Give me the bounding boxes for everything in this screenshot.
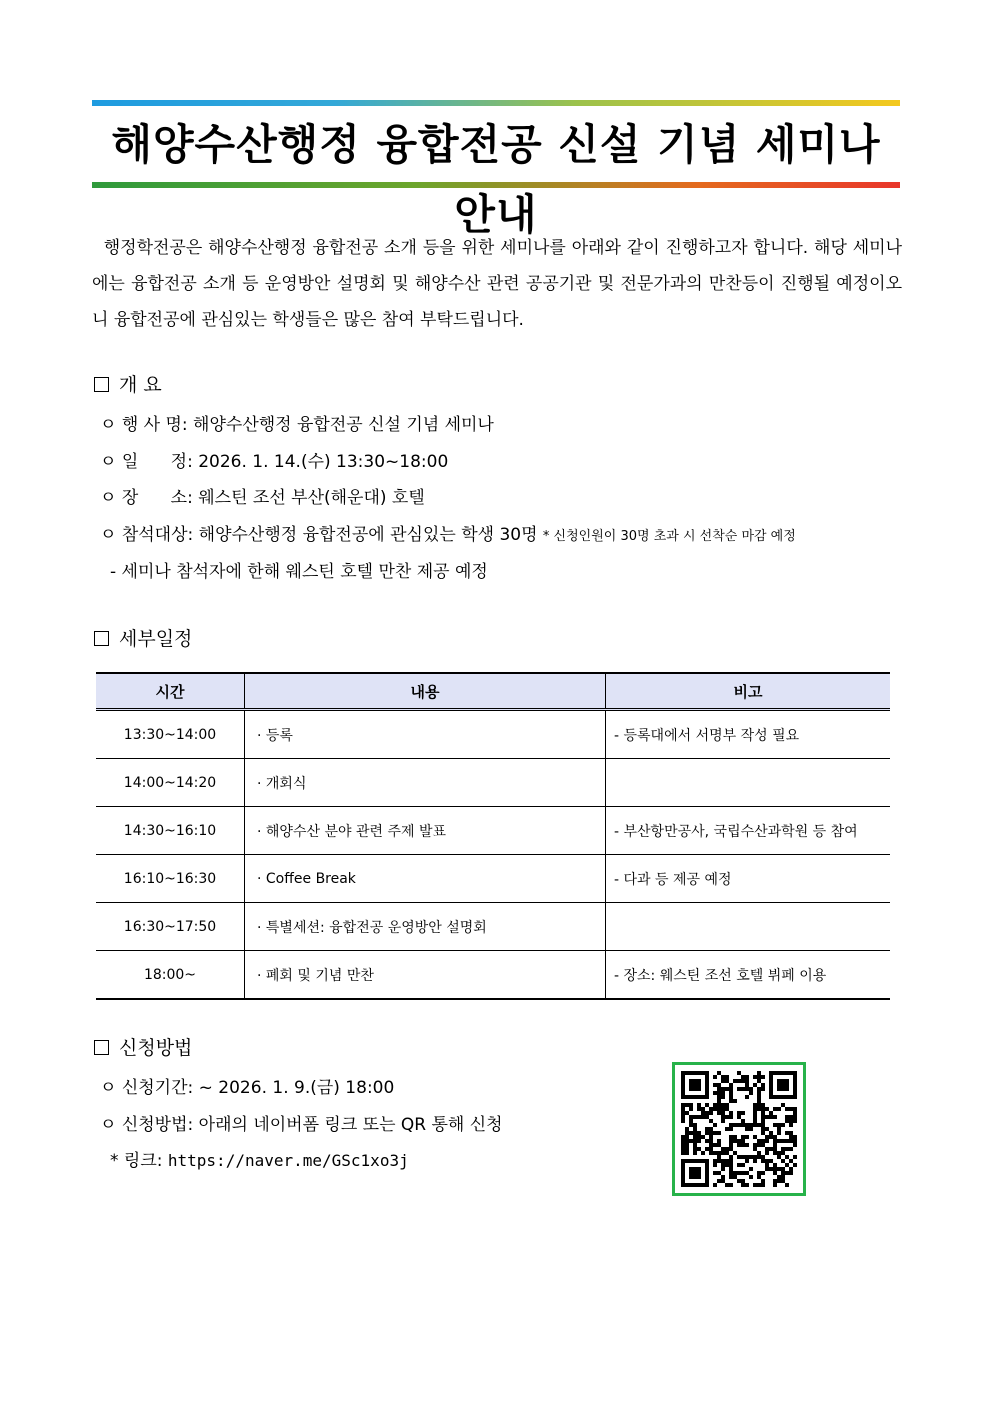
qr-code-icon — [681, 1071, 797, 1187]
overview-item-venue — [100, 486, 425, 510]
cell-content: · 등록 — [245, 710, 606, 759]
apply-link-url[interactable]: https://naver.me/GSc1xo3j — [167, 1151, 409, 1170]
table-row — [96, 710, 890, 759]
qr-code[interactable] — [672, 1062, 806, 1196]
cell-content: · 개회식 — [245, 759, 606, 807]
apply-method-label: ㅇ 신청방법: — [100, 1115, 194, 1135]
overview-item-note: * 신청인원이 30명 초과 시 선착순 마감 예정 — [542, 529, 796, 544]
intro-paragraph — [92, 230, 902, 338]
checkbox-square-icon — [94, 631, 109, 646]
section-apply-title: 신청방법 — [119, 1037, 193, 1059]
table-header-row — [96, 673, 890, 710]
checkbox-square-icon — [94, 377, 109, 392]
section-schedule-heading — [94, 626, 192, 652]
cell-time: 18:00~ — [96, 951, 245, 1000]
intro-text: 행정학전공은 해양수산행정 융합전공 소개 등을 위한 세미나를 아래와 같이 진행하고자 합니다. 해당 세미나에는 융합전공 소개 등 운영방안 설명회 및 해양수산 관련 공공기관 및 전문가과의 만찬등이 진행될 예정이오니 융합전공에 관심있는 학생들은 많은 참여 부탁드립니다. — [92, 238, 902, 330]
overview-item-event-name — [100, 413, 494, 437]
page-title: 해양수산행정 융합전공 신설 기념 세미나 안내 — [111, 120, 881, 239]
cell-time: 14:30~16:10 — [96, 807, 245, 855]
section-overview-heading — [94, 372, 162, 398]
section-overview-title: 개 요 — [119, 374, 162, 396]
cell-remark — [606, 759, 891, 807]
table-row — [96, 903, 890, 951]
overview-item-date — [100, 450, 448, 474]
column-header-content: 내용 — [245, 673, 606, 710]
table-row — [96, 807, 890, 855]
title-top-gradient-bar — [92, 100, 900, 106]
table-row — [96, 951, 890, 1000]
cell-content: · Coffee Break — [245, 855, 606, 903]
cell-remark: - 다과 등 제공 예정 — [606, 855, 891, 903]
table-row — [96, 759, 890, 807]
column-header-time: 시간 — [96, 673, 245, 710]
apply-link-label: * 링크: — [110, 1151, 163, 1171]
checkbox-square-icon — [94, 1040, 109, 1055]
overview-item-label: ㅇ 일 정: — [100, 452, 193, 472]
overview-item-value: 해양수산행정 융합전공에 관심있는 학생 30명 — [198, 525, 538, 545]
cell-content: · 해양수산 분야 관련 주제 발표 — [245, 807, 606, 855]
overview-item-label: ㅇ 참석대상: — [100, 525, 194, 545]
section-apply-heading — [94, 1035, 192, 1061]
title-bottom-gradient-bar — [92, 182, 900, 188]
overview-item-target — [100, 523, 796, 549]
apply-period-label: ㅇ 신청기간: — [100, 1078, 194, 1098]
cell-time: 13:30~14:00 — [96, 710, 245, 759]
cell-time: 16:30~17:50 — [96, 903, 245, 951]
schedule-table — [96, 672, 890, 1000]
cell-remark: - 등록대에서 서명부 작성 필요 — [606, 710, 891, 759]
overview-item-value: 웨스틴 조선 부산(해운대) 호텔 — [198, 488, 425, 508]
apply-period-value: ~ 2026. 1. 9.(금) 18:00 — [198, 1078, 395, 1098]
apply-item-method — [100, 1113, 503, 1137]
column-header-remark: 비고 — [606, 673, 891, 710]
cell-time: 16:10~16:30 — [96, 855, 245, 903]
overview-item-label: ㅇ 장 소: — [100, 488, 193, 508]
table-row — [96, 855, 890, 903]
overview-item-label: ㅇ 행 사 명: — [100, 415, 188, 435]
section-schedule-title: 세부일정 — [119, 628, 193, 650]
cell-remark: - 장소: 웨스틴 조선 호텔 뷔페 이용 — [606, 951, 891, 1000]
overview-item-value: 해양수산행정 융합전공 신설 기념 세미나 — [193, 415, 494, 435]
overview-item-value: 2026. 1. 14.(수) 13:30~18:00 — [198, 452, 449, 472]
apply-item-period — [100, 1076, 394, 1100]
cell-time: 14:00~14:20 — [96, 759, 245, 807]
apply-item-link — [110, 1149, 409, 1173]
overview-sub-note: - 세미나 참석자에 한해 웨스틴 호텔 만찬 제공 예정 — [110, 562, 488, 582]
cell-content: · 특별세션: 융합전공 운영방안 설명회 — [245, 903, 606, 951]
cell-content: · 폐회 및 기념 만찬 — [245, 951, 606, 1000]
cell-remark: - 부산항만공사, 국립수산과학원 등 참여 — [606, 807, 891, 855]
cell-remark — [606, 903, 891, 951]
apply-method-value: 아래의 네이버폼 링크 또는 QR 통해 신청 — [198, 1115, 503, 1135]
